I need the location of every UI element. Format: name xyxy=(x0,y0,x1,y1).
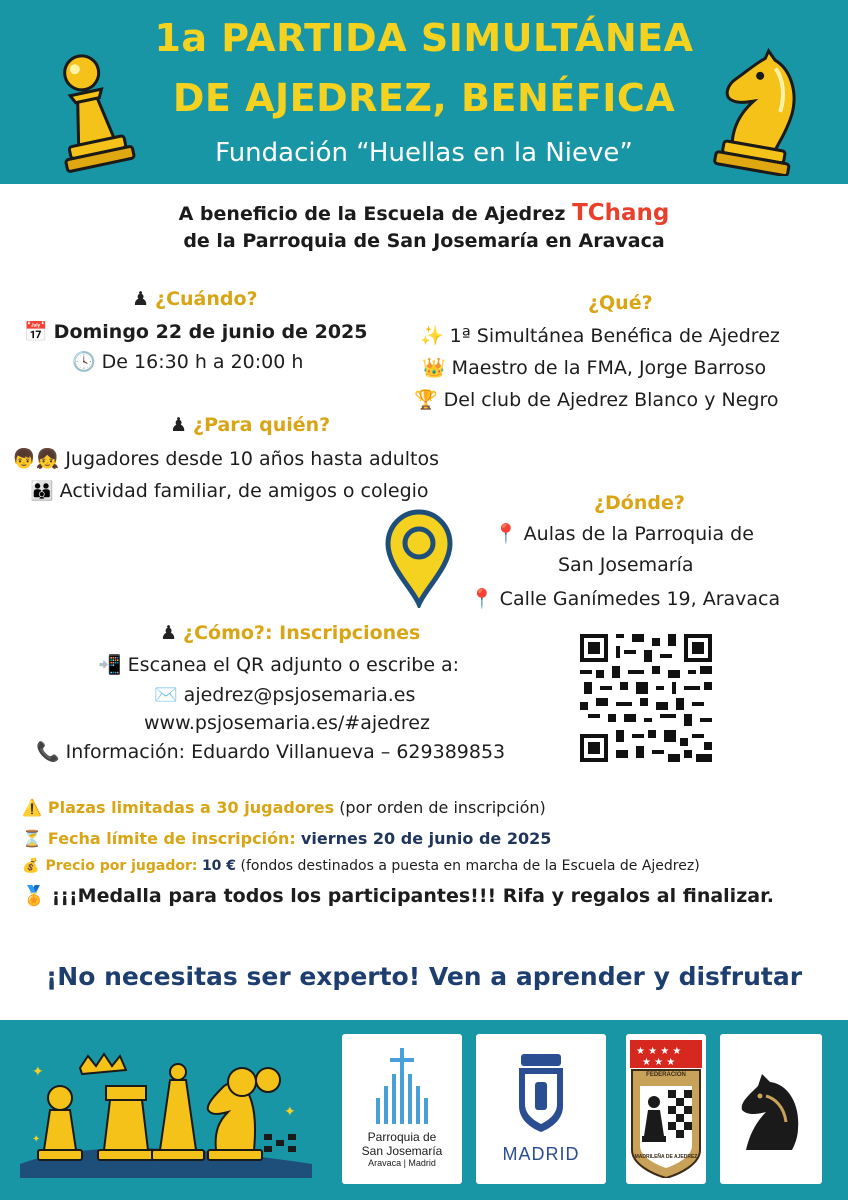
svg-text:★ ★ ★: ★ ★ ★ xyxy=(642,1057,676,1068)
madrid-shield-icon xyxy=(515,1054,567,1132)
cuando-heading-text: ¿Cuándo? xyxy=(155,288,258,310)
slogan: ¡No necesitas ser experto! Ven a aprender y disfrutar xyxy=(45,962,803,991)
note-precio xyxy=(22,858,700,874)
cuando-time-text: De 16:30 h a 20:00 h xyxy=(101,351,304,373)
para-quien-heading xyxy=(170,414,330,436)
club-knight-logo xyxy=(720,1034,822,1184)
federacion-top-text: FEDERACION xyxy=(646,1072,686,1078)
tchang-brand: TChang xyxy=(572,200,670,226)
como-info-text: Información: Eduardo Villanueva – 629389853 xyxy=(65,741,506,763)
crown-icon: 👑 xyxy=(422,357,446,379)
que-item-3 xyxy=(414,388,778,411)
benefit-line-1 xyxy=(0,200,848,226)
pawn-icon xyxy=(40,50,140,175)
note-precio-highlight: Precio por jugador: xyxy=(45,858,198,874)
benefit-line-2: de la Parroquia de San Josemaría en Aravaca xyxy=(183,230,665,252)
como-info xyxy=(36,740,505,763)
qr-code[interactable] xyxy=(580,634,712,762)
chess-pieces-illustration-icon xyxy=(20,1046,312,1178)
como-web[interactable]: www.psjosemaria.es/#ajedrez xyxy=(144,712,430,734)
pawn-icon: ♟ xyxy=(132,288,150,310)
cuando-date-text: Domingo 22 de junio de 2025 xyxy=(53,321,368,343)
que-item-3-text: Del club de Ajedrez Blanco y Negro xyxy=(443,389,779,411)
cuando-time xyxy=(72,350,303,373)
como-scan-text: Escanea el QR adjunto o escribe a: xyxy=(127,654,460,676)
knight-icon xyxy=(708,46,808,176)
subtitle: Fundación “Huellas en la Nieve” xyxy=(215,138,633,168)
benefit-line-1-text: A beneficio de la Escuela de Ajedrez xyxy=(178,203,566,225)
note-plazas xyxy=(22,798,546,817)
email-link[interactable]: ajedrez@psjosemaria.es xyxy=(183,684,416,706)
title-line-1: 1a PARTIDA SIMULTÁNEA xyxy=(154,16,694,60)
parroquia-location: Aravaca | Madrid xyxy=(368,1158,436,1168)
como-heading xyxy=(160,622,420,644)
pin-icon xyxy=(382,508,456,608)
como-scan xyxy=(98,653,459,676)
federacion-logo xyxy=(626,1034,706,1184)
note-plazas-rest: (por orden de inscripción) xyxy=(339,798,546,817)
note-precio-value: 10 € xyxy=(201,858,237,874)
church-cross-icon xyxy=(376,1048,428,1124)
note-plazas-highlight: Plazas limitadas a 30 jugadores xyxy=(47,798,335,817)
madrid-logo xyxy=(476,1034,606,1184)
parroquia-line-2: San Josemaría xyxy=(361,1144,443,1158)
family-icon: 👪 xyxy=(30,480,54,502)
para-quien-heading-text: ¿Para quién? xyxy=(193,414,331,436)
warning-icon: ⚠️ xyxy=(22,798,42,817)
email-icon: ✉️ xyxy=(154,684,178,706)
donde-heading: ¿Dónde? xyxy=(594,492,685,514)
como-heading-text: ¿Cómo?: Inscripciones xyxy=(183,622,421,644)
title-line-2: DE AJEDREZ, BENÉFICA xyxy=(172,76,676,120)
que-item-1 xyxy=(420,324,780,347)
parroquia-line-1: Parroquia de xyxy=(367,1130,437,1144)
donde-address-text: Calle Ganímedes 19, Aravaca xyxy=(499,588,781,610)
para-quien-item-2 xyxy=(30,479,429,502)
pawn-icon: ♟ xyxy=(170,414,188,436)
knight-logo-icon xyxy=(740,1072,802,1152)
para-quien-item-2-text: Actividad familiar, de amigos o colegio xyxy=(59,480,429,502)
pin-icon: 📍 xyxy=(494,523,518,545)
donde-place-2: San Josemaría xyxy=(558,554,694,576)
parroquia-logo xyxy=(342,1034,462,1184)
pin-icon: 📍 xyxy=(470,588,494,610)
donde-address xyxy=(470,587,780,610)
phone-icon: 📲 xyxy=(98,654,122,676)
trophy-icon: 🏆 xyxy=(414,389,438,411)
para-quien-item-1 xyxy=(12,447,439,470)
note-precio-rest: (fondos destinados a puesta en marcha de la Escuela de Ajedrez) xyxy=(240,858,700,874)
svg-text:✦: ✦ xyxy=(284,1104,296,1120)
svg-text:★ ★ ★ ★: ★ ★ ★ ★ xyxy=(636,1046,682,1057)
pawn-icon: ♟ xyxy=(160,622,178,644)
cuando-date xyxy=(24,320,368,343)
medal-icon: 🏅 xyxy=(22,885,46,907)
cuando-heading xyxy=(132,288,258,310)
que-heading: ¿Qué? xyxy=(588,292,653,314)
federacion-bottom-text: MADRILEÑA DE AJEDREZ xyxy=(634,1154,698,1160)
sparkles-icon: ✨ xyxy=(420,325,444,347)
donde-place-1-text: Aulas de la Parroquia de xyxy=(523,523,754,545)
que-item-1-text: 1ª Simultánea Benéfica de Ajedrez xyxy=(449,325,780,347)
note-fecha-value: viernes 20 de junio de 2025 xyxy=(300,829,552,848)
note-medalla-text: ¡¡¡Medalla para todos los participantes!!! Rifa y regalos al finalizar. xyxy=(51,885,774,907)
parroquia-name xyxy=(342,1130,462,1158)
svg-text:✦: ✦ xyxy=(32,1064,44,1080)
note-medalla xyxy=(22,884,774,907)
madrid-logo-text: MADRID xyxy=(502,1144,580,1164)
hourglass-icon: ⏳ xyxy=(22,829,42,848)
telephone-icon: 📞 xyxy=(36,741,60,763)
que-item-2-text: Maestro de la FMA, Jorge Barroso xyxy=(451,357,767,379)
que-item-2 xyxy=(422,356,766,379)
money-bag-icon: 💰 xyxy=(22,858,40,874)
donde-place-1 xyxy=(494,522,754,545)
clock-icon: 🕓 xyxy=(72,351,96,373)
note-fecha-highlight: Fecha límite de inscripción: xyxy=(47,829,296,848)
como-email[interactable] xyxy=(154,683,415,706)
svg-text:✦: ✦ xyxy=(32,1134,41,1145)
family-icon: 👦👧 xyxy=(12,448,60,470)
para-quien-item-1-text: Jugadores desde 10 años hasta adultos xyxy=(65,448,440,470)
note-fecha xyxy=(22,829,551,848)
calendar-icon: 📅 xyxy=(24,321,48,343)
